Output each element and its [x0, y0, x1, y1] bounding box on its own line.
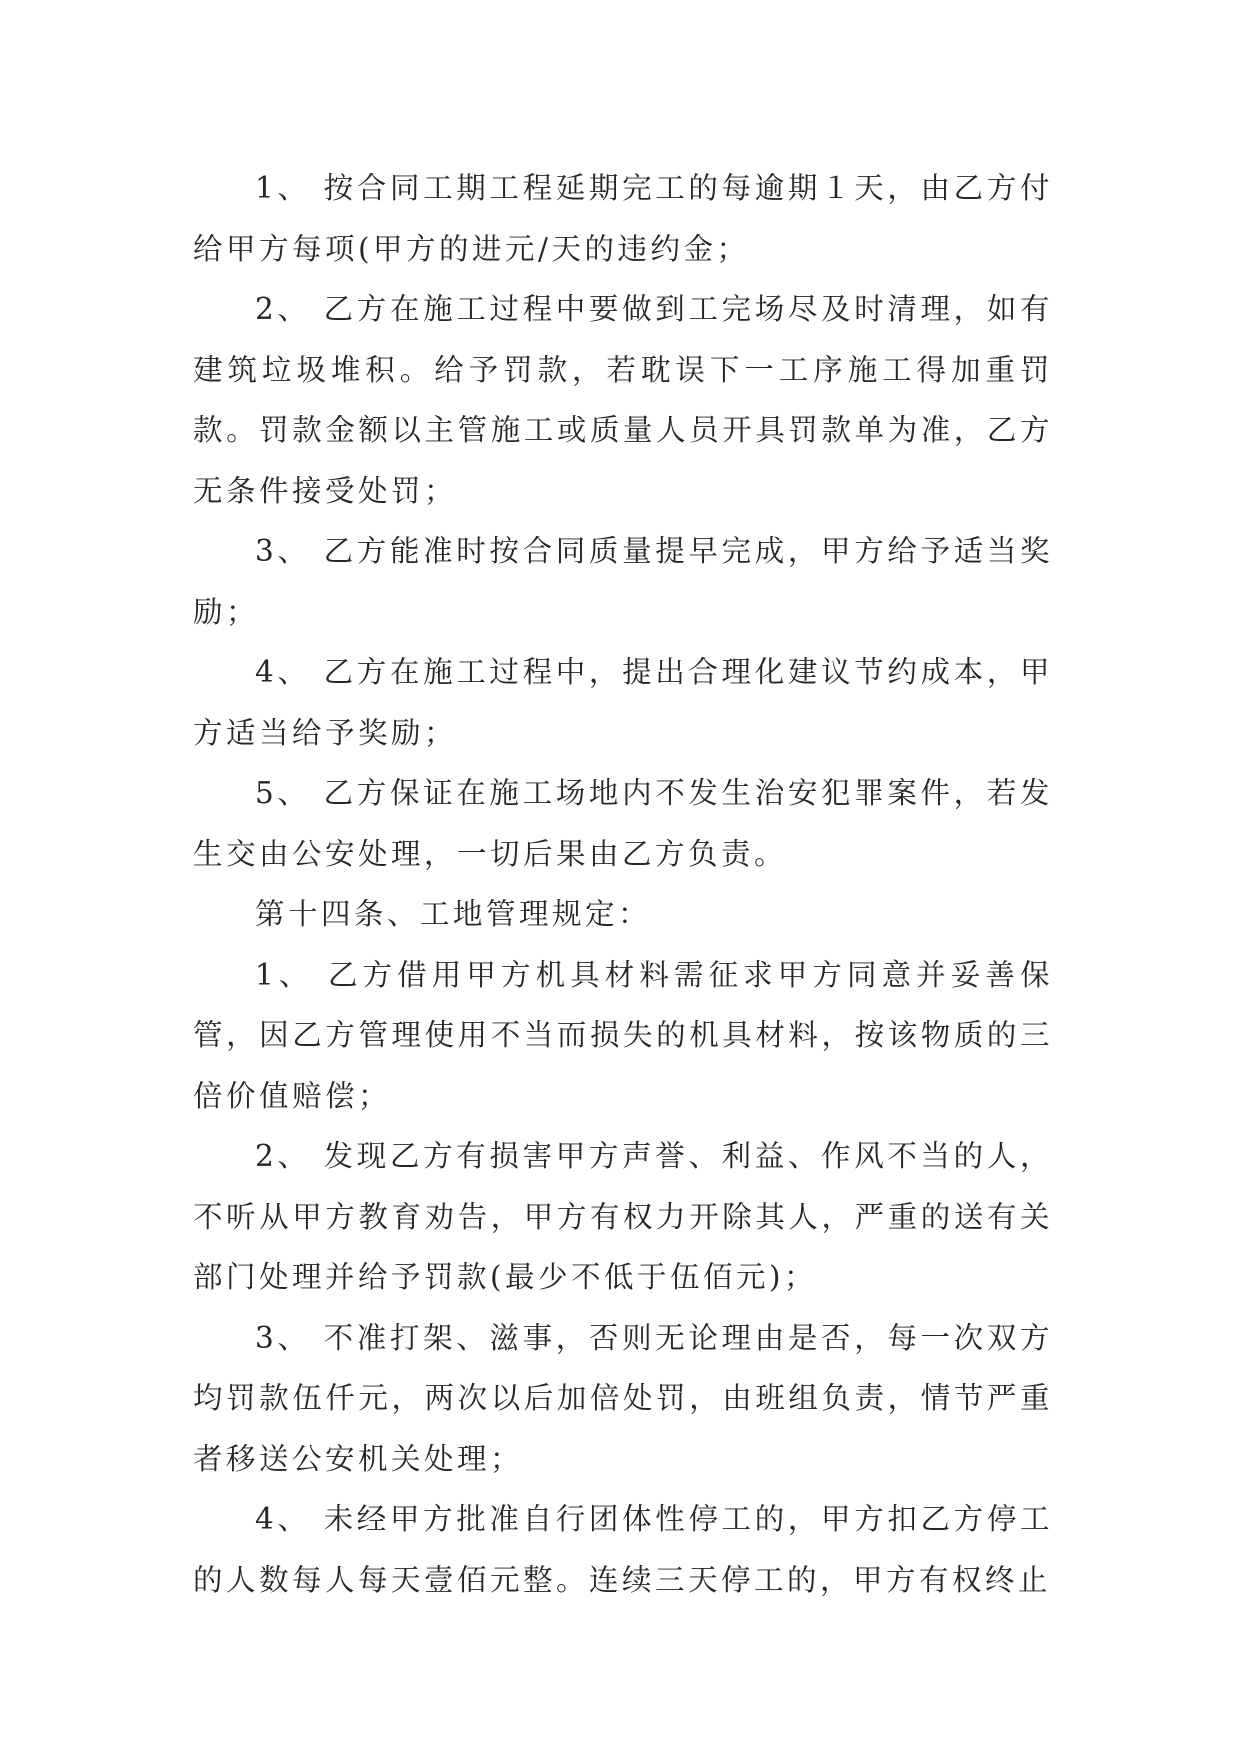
paragraph-no-fighting: 3、 不准打架、滋事，否则无论理由是否，每一次双方均罚款伍仟元，两次以后加倍处罚，由班组负责，情节严重者移送公安机关处理； [193, 1320, 1053, 1476]
section-heading-article-14: 第十四条、工地管理规定： [255, 897, 652, 931]
paragraph-equipment-borrowing: 1、 乙方借用甲方机具材料需征求甲方同意并妥善保管，因乙方管理使用不当而损失的机具材料，按该物质的三倍价值赔偿； [193, 957, 1053, 1113]
paragraph-cost-saving-reward: 4、 乙方在施工过程中，提出合理化建议节约成本，甲方适当给予奖励； [193, 655, 1053, 750]
paragraph-unauthorized-strike: 4、 未经甲方批准自行团体性停工的，甲方扣乙方停工的人数每人每天壹佰元整。连续三天停工的，甲方有权终止 [193, 1502, 1053, 1597]
paragraph-early-completion-reward: 3、 乙方能准时按合同质量提早完成，甲方给予适当奖励； [193, 534, 1053, 629]
paragraph-site-cleanup: 2、 乙方在施工过程中要做到工完场尽及时清理，如有建筑垃圾堆积。给予罚款，若耽误下一工序施工得加重罚款。罚款金额以主管施工或质量人员开具罚款单为准，乙方无条件接受处罚； [193, 292, 1053, 508]
paragraph-reputation-damage: 2、 发现乙方有损害甲方声誉、利益、作风不当的人，不听从甲方教育劝告，甲方有权力开除其人，严重的送有关部门处理并给予罚款(最少不低于伍佰元)； [193, 1139, 1053, 1294]
paragraph-security-responsibility: 5、 乙方保证在施工场地内不发生治安犯罪案件，若发生交由公安处理，一切后果由乙方负责。 [193, 776, 1053, 871]
document-body [193, 158, 1053, 1610]
paragraph-penalty-delay: 1、 按合同工期工程延期完工的每逾期１天，由乙方付给甲方每项(甲方的进元/天的违约金； [193, 171, 1053, 266]
